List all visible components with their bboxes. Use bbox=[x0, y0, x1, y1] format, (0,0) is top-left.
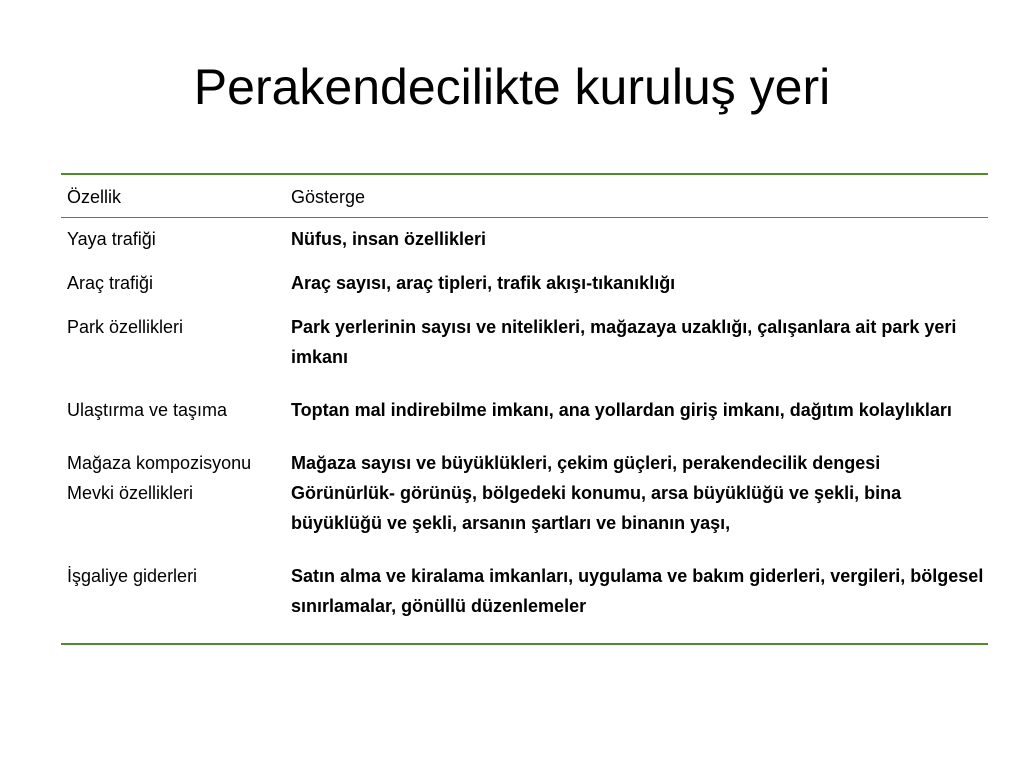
row-indicator: Toptan mal indirebilme imkanı, ana yollardan giriş imkanı, dağıtım kolaylıkları bbox=[291, 400, 952, 420]
table-row bbox=[61, 538, 988, 644]
row-indicator: Mağaza sayısı ve büyüklükleri, çekim güçleri, perakendecilik dengesi bbox=[291, 453, 881, 473]
feature-indicator-table bbox=[61, 173, 988, 645]
table-row bbox=[61, 372, 988, 425]
row-feature: Ulaştırma ve taşıma bbox=[67, 400, 228, 420]
header-feature: Özellik bbox=[67, 187, 122, 207]
table-row bbox=[61, 298, 988, 372]
slide-title: Perakendecilikte kuruluş yeri bbox=[193, 59, 831, 115]
table-row bbox=[61, 218, 988, 255]
row-indicator: Görünürlük- görünüş, bölgedeki konumu, arsa büyüklüğü ve şekli, bina büyüklüğü ve şekli, arsanın şartları ve binanın yaşı, bbox=[291, 483, 902, 533]
row-feature: Park özellikleri bbox=[67, 317, 184, 337]
row-indicator: Araç sayısı, araç tipleri, trafik akışı-tıkanıklığı bbox=[291, 273, 676, 293]
row-indicator: Park yerlerinin sayısı ve nitelikleri, mağazaya uzaklığı, çalışanlara ait park yeri imkanı bbox=[291, 317, 957, 367]
row-indicator: Satın alma ve kiralama imkanları, uygulama ve bakım giderleri, vergileri, bölgesel sınırlamalar, gönüllü düzenlemeler bbox=[291, 566, 984, 616]
row-indicator: Nüfus, insan özellikleri bbox=[291, 229, 487, 249]
table-row bbox=[61, 254, 988, 298]
table-header-row bbox=[61, 174, 988, 218]
row-feature: Araç trafiği bbox=[67, 273, 154, 293]
row-feature: İşgaliye giderleri bbox=[67, 566, 198, 586]
header-indicator: Gösterge bbox=[291, 187, 366, 207]
row-feature: Yaya trafiği bbox=[67, 229, 156, 249]
row-feature: Mağaza kompozisyonu bbox=[67, 453, 252, 473]
table-row bbox=[61, 478, 988, 538]
table-row bbox=[61, 425, 988, 478]
row-feature: Mevki özellikleri bbox=[67, 483, 194, 503]
